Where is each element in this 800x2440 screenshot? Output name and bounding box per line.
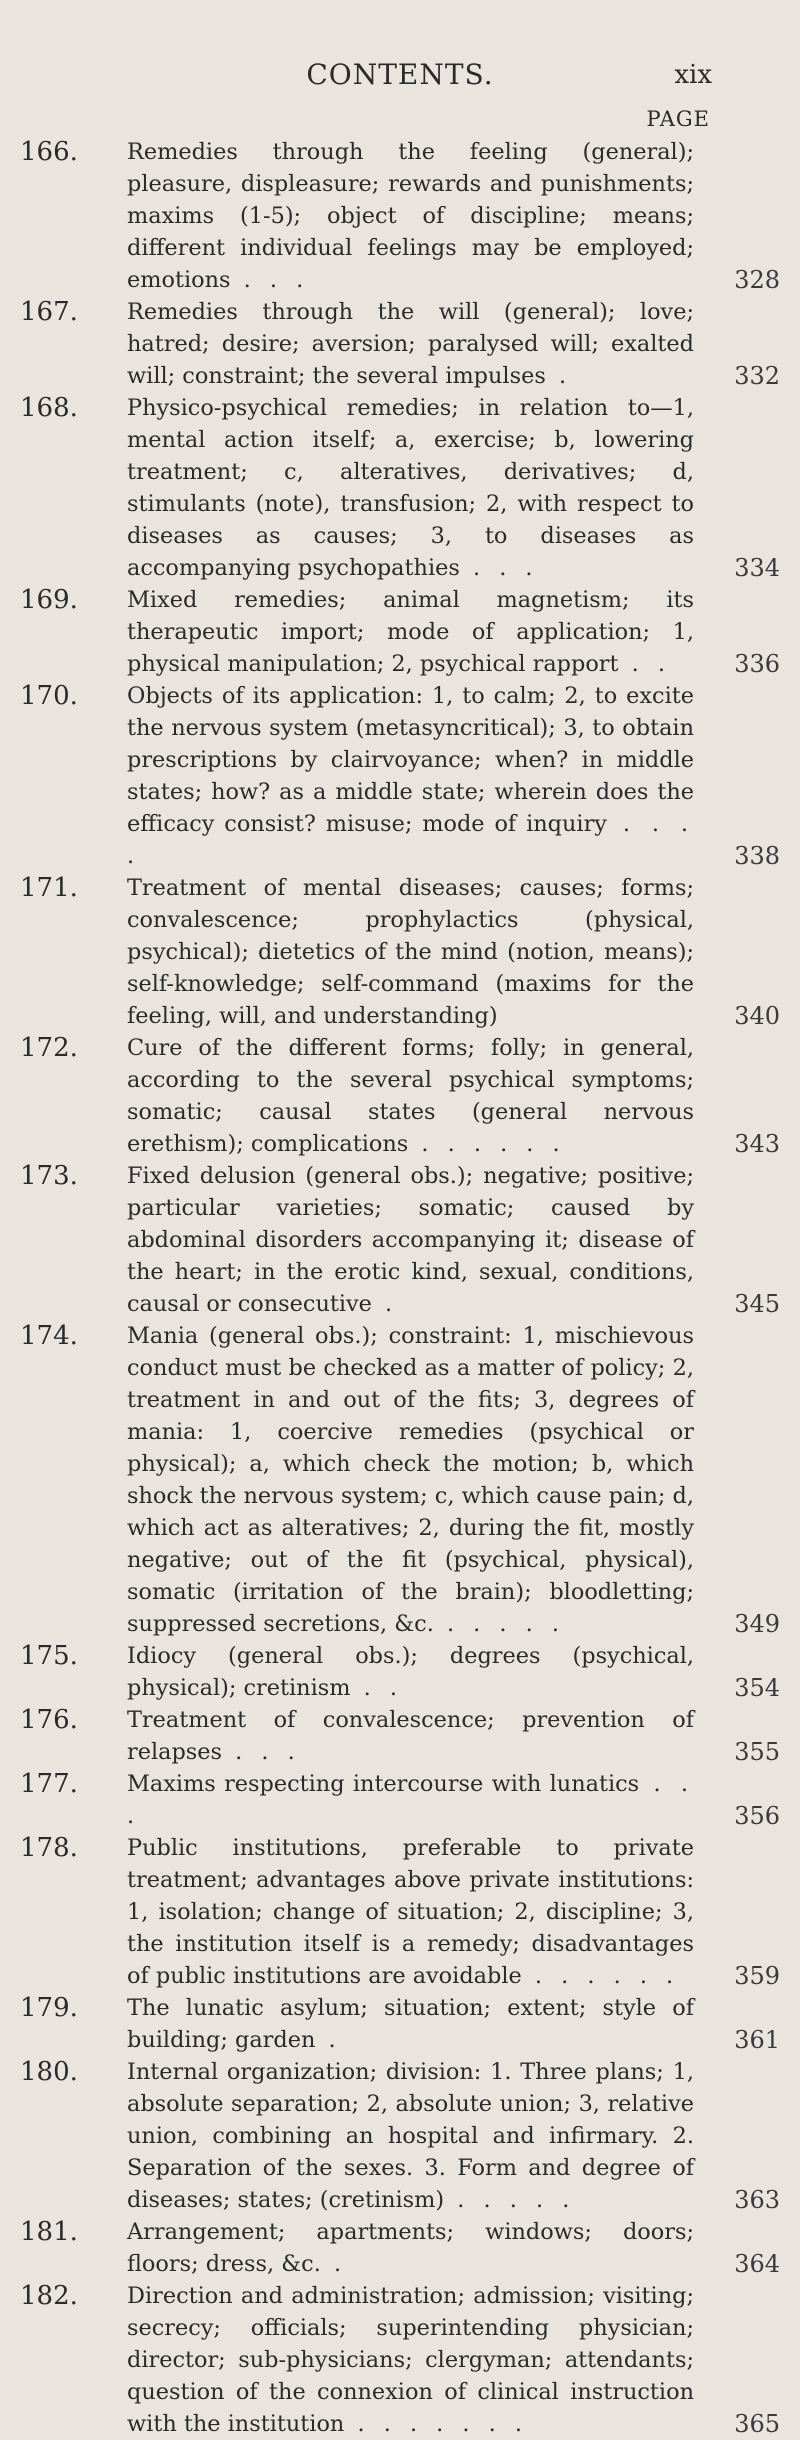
- entry-page: 349: [734, 1610, 780, 1638]
- contents-entry: 182. Direction and administration; admission; visiting; secrecy; officials; superintending physician; director; sub-physicians; clergyman; attendants; question of the connexion of clinical instruction with the institution . . . . . . . 365: [20, 2281, 780, 2438]
- page-title: CONTENTS.: [306, 58, 494, 91]
- entry-page: 363: [734, 2186, 780, 2214]
- page-folio: xix: [674, 60, 712, 90]
- contents-entry: 173. Fixed delusion (general obs.); negative; positive; particular varieties; somatic; caused by abdominal disorders accompanying it; disease of the heart; in the erotic kind, sexual, conditions, causal or consecutive . 345: [20, 1161, 780, 1318]
- entry-page: 365: [734, 2410, 780, 2438]
- entry-text: Fixed delusion (general obs.); negative; positive; particular varieties; somatic; caused by abdominal disorders accompanying it; disease of the heart; in the erotic kind, sexual, conditions, causal or consecutive: [127, 1163, 694, 1317]
- entry-number: 176.: [20, 1705, 78, 1735]
- entry-number: 177.: [20, 1769, 78, 1799]
- entry-number: 167.: [20, 297, 78, 327]
- entry-text: Mania (general obs.); constraint: 1, mischievous conduct must be checked as a matter of policy; 2, treatment in and out of the fits; 3, degrees of mania: 1, coercive remedies (psychical or physical); a, which check the motion; b, which shock the nervous system; c, which cause pain; d, which act as alteratives; 2, during the fit, mostly negative; out of the fit (psychical, physical), somatic (irritation of the brain); bloodletting; suppressed secretions, &c.: [127, 1323, 694, 1637]
- contents-entry: 167. Remedies through the will (general); love; hatred; desire; aversion; paralysed will; exalted will; constraint; the several impulses . 332: [20, 297, 780, 390]
- entry-page: 361: [734, 2026, 780, 2054]
- entry-number: 182.: [20, 2281, 78, 2311]
- entry-number: 180.: [20, 2057, 78, 2087]
- page-column-label: PAGE: [646, 107, 710, 131]
- entry-page: 355: [734, 1738, 780, 1766]
- entry-page: 332: [734, 362, 780, 390]
- entry-number: 170.: [20, 681, 78, 711]
- contents-entry: 178. Public institutions, preferable to private treatment; advantages above private institutions: 1, isolation; change of situation; 2, discipline; 3, the institution itself is a remedy; disadvantages of public institutions are avoidable . . . . . . 359: [20, 1833, 780, 1990]
- entry-number: 172.: [20, 1033, 78, 1063]
- entry-page: 354: [734, 1674, 780, 1702]
- contents-entry: 180. Internal organization; division: 1. Three plans; 1, absolute separation; 2, absolute union; 3, relative union, combining an hospital and infirmary. 2. Separation of the sexes. 3. Form and degree of diseases; states; (cretinism) . . . . . 363: [20, 2057, 780, 2214]
- entry-page: 364: [734, 2250, 780, 2278]
- entry-page: 338: [734, 842, 780, 870]
- entry-number: 173.: [20, 1161, 78, 1191]
- entry-number: 169.: [20, 585, 78, 615]
- contents-entry: 177. Maxims respecting intercourse with lunatics . . . 356: [20, 1769, 780, 1830]
- contents-list: [20, 136, 780, 2440]
- entry-page: 340: [734, 1002, 780, 1030]
- entry-page: 345: [734, 1290, 780, 1318]
- entry-number: 179.: [20, 1993, 78, 2023]
- entry-text: Objects of its application: 1, to calm; 2, to excite the nervous system (metasyncritical); 3, to obtain prescriptions by clairvoyance; when? in middle states; how? as a middle state; wherein does the efficacy consist? misuse; mode of inquiry: [127, 683, 694, 837]
- running-header: [0, 58, 800, 98]
- contents-entry: 166. Remedies through the feeling (general); pleasure, displeasure; rewards and punishments; maxims (1-5); object of discipline; means; different individual feelings may be employed; emotions . . . 328: [20, 137, 780, 294]
- entry-text: Internal organization; division: 1. Three plans; 1, absolute separation; 2, absolute union; 3, relative union, combining an hospital and infirmary. 2. Separation of the sexes. 3. Form and degree of diseases; states; (cretinism): [127, 2059, 694, 2213]
- entry-number: 166.: [20, 137, 78, 167]
- entry-page: 356: [734, 1802, 780, 1830]
- entry-text: The lunatic asylum; situation; extent; style of building; garden: [127, 1995, 694, 2053]
- entry-text: Remedies through the will (general); love; hatred; desire; aversion; paralysed will; exalted will; constraint; the several impulses: [127, 299, 694, 389]
- entry-page: 336: [734, 650, 780, 678]
- entry-page: 334: [734, 554, 780, 582]
- contents-entry: 176. Treatment of convalescence; prevention of relapses . . . 355: [20, 1705, 780, 1766]
- entry-number: 171.: [20, 873, 78, 903]
- entry-text: Arrangement; apartments; windows; doors; floors; dress, &c.: [127, 2219, 694, 2277]
- entry-text: Maxims respecting intercourse with lunatics: [127, 1771, 640, 1797]
- contents-entry: 172. Cure of the different forms; folly; in general, according to the several psychical symptoms; somatic; causal states (general nervous erethism); complications . . . . . . 343: [20, 1033, 780, 1158]
- entry-text: Physico-psychical remedies; in relation to—1, mental action itself; a, exercise; b, lowering treatment; c, alteratives, derivatives; d, stimulants (note), transfusion; 2, with respect to diseases as causes; 3, to diseases as accompanying psychopathies: [127, 395, 694, 581]
- contents-entry: 174. Mania (general obs.); constraint: 1, mischievous conduct must be checked as a matter of policy; 2, treatment in and out of the fits; 3, degrees of mania: 1, coercive remedies (psychical or physical); a, which check the motion; b, which shock the nervous system; c, which cause pain; d, which act as alteratives; 2, during the fit, mostly negative; out of the fit (psychical, physical), somatic (irritation of the brain); bloodletting; suppressed secretions, &c. . . . . . 349: [20, 1321, 780, 1638]
- entry-page: 328: [734, 266, 780, 294]
- entry-text: Mixed remedies; animal magnetism; its therapeutic import; mode of application; 1, physical manipulation; 2, psychical rapport: [127, 587, 694, 677]
- entry-number: 174.: [20, 1321, 78, 1351]
- entry-text: Idiocy (general obs.); degrees (psychical, physical); cretinism: [127, 1643, 694, 1701]
- entry-text: Direction and administration; admission; visiting; secrecy; officials; superintending physician; director; sub-physicians; clergyman; attendants; question of the connexion of clinical instruction with the institution: [127, 2283, 694, 2437]
- entry-text: Cure of the different forms; folly; in general, according to the several psychical symptoms; somatic; causal states (general nervous erethism); complications: [127, 1035, 694, 1157]
- entry-text: Remedies through the feeling (general); pleasure, displeasure; rewards and punishments; maxims (1-5); object of discipline; means; different individual feelings may be employed; emotions: [127, 139, 694, 293]
- contents-entry: 175. Idiocy (general obs.); degrees (psychical, physical); cretinism . . 354: [20, 1641, 780, 1702]
- entry-number: 178.: [20, 1833, 78, 1863]
- contents-entry: [20, 872, 780, 1032]
- entry-page: 359: [734, 1962, 780, 1990]
- contents-entry: 181. Arrangement; apartments; windows; doors; floors; dress, &c. . 364: [20, 2217, 780, 2278]
- contents-entry: 169. Mixed remedies; animal magnetism; its therapeutic import; mode of application; 1, physical manipulation; 2, psychical rapport . . 336: [20, 585, 780, 678]
- entry-number: 181.: [20, 2217, 78, 2247]
- contents-entry: 170. Objects of its application: 1, to calm; 2, to excite the nervous system (metasyncritical); 3, to obtain prescriptions by clairvoyance; when? in middle states; how? as a middle state; wherein does the efficacy consist? misuse; mode of inquiry . . . . 338: [20, 681, 780, 870]
- entry-text: Treatment of convalescence; prevention of relapses: [127, 1707, 694, 1765]
- entry-text: Public institutions, preferable to private treatment; advantages above private institutions: 1, isolation; change of situation; 2, discipline; 3, the institution itself is a remedy; disadvantages of public institutions are avoidable: [127, 1835, 694, 1989]
- contents-entry: 168. Physico-psychical remedies; in relation to—1, mental action itself; a, exercise; b, lowering treatment; c, alteratives, derivatives; d, stimulants (note), transfusion; 2, with respect to diseases as causes; 3, to diseases as accompanying psychopathies . . . 334: [20, 393, 780, 582]
- entry-text: Treatment of mental diseases; causes; forms; convalescence; prophylactics (physical, psychical); dietetics of the mind (notion, means); self-knowledge; self-command (maxims for the feeling, will, and understanding): [127, 875, 694, 1029]
- contents-entry: 179. The lunatic asylum; situation; extent; style of building; garden . 361: [20, 1993, 780, 2054]
- entry-page: 343: [734, 1130, 780, 1158]
- entry-number: 168.: [20, 393, 78, 423]
- entry-number: 175.: [20, 1641, 78, 1671]
